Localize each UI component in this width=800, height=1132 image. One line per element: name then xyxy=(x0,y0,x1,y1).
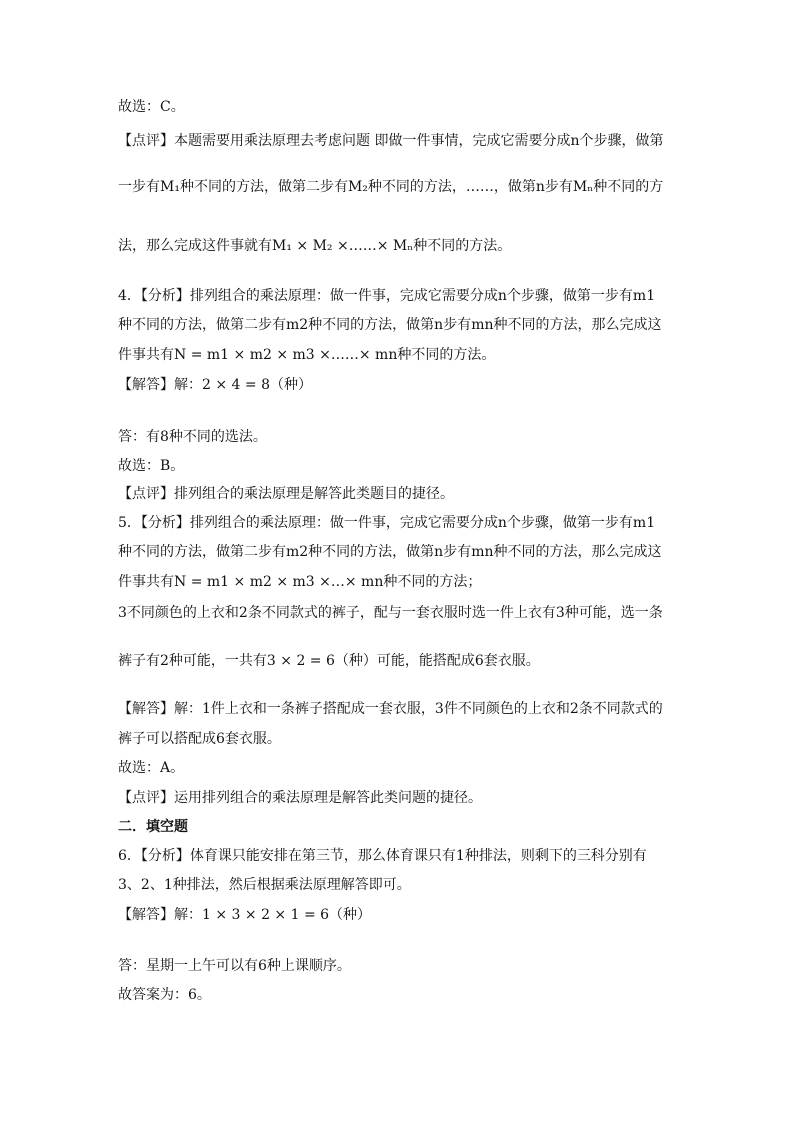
section-heading: 二．填空题 xyxy=(118,819,188,835)
text-line: 答：星期一上午可以有6种上课顺序。 xyxy=(118,958,351,974)
text-line: 答：有8种不同的选法。 xyxy=(118,429,267,445)
text-line: 件事共有N = m1 × m2 × m3 ×…× mn种不同的方法； xyxy=(118,574,482,590)
text-line: 【解答】解：1 × 3 × 2 × 1 = 6（种） xyxy=(118,907,372,923)
text-line: 故选：C。 xyxy=(118,99,185,115)
text-line: 【点评】运用排列组合的乘法原理是解答此类问题的捷径。 xyxy=(118,790,482,806)
text-line: 3不同颜色的上衣和2条不同款式的裤子，配与一套衣服时选一件上衣有3种可能，选一条 xyxy=(118,605,663,621)
text-line: 3、2、1种排法，然后根据乘法原理解答即可。 xyxy=(118,877,411,893)
text-line: 裤子可以搭配成6套衣服。 xyxy=(118,731,281,747)
text-line: 故选：B。 xyxy=(118,458,185,474)
text-line: 故答案为：6。 xyxy=(118,987,211,1003)
text-line: 种不同的方法，做第二步有m2种不同的方法，做第n步有mn种不同的方法，那么完成这 xyxy=(118,317,662,333)
text-line: 5．【分析】排列组合的乘法原理：做一件事，完成它需要分成n个步骤，做第一步有m1 xyxy=(118,515,656,531)
text-line: 裤子有2种可能，一共有3 × 2 = 6（种）可能，能搭配成6套衣服。 xyxy=(118,653,540,669)
text-line: 【点评】排列组合的乘法原理是解答此类题目的捷径。 xyxy=(118,486,454,502)
text-line: 件事共有N = m1 × m2 × m3 ×……× mn种不同的方法。 xyxy=(118,347,496,363)
text-line: 种不同的方法，做第二步有m2种不同的方法，做第n步有mn种不同的方法，那么完成这 xyxy=(118,544,662,560)
text-line: 【解答】解：2 × 4 = 8（种） xyxy=(118,377,312,393)
text-line: 法，那么完成这件事就有M₁ × M₂ ×……× Mₙ种不同的方法。 xyxy=(118,238,512,254)
text-line: 一步有M₁种不同的方法，做第二步有M₂种不同的方法，……，做第n步有Mₙ种不同的方 xyxy=(118,179,664,195)
text-line: 4．【分析】排列组合的乘法原理：做一件事，完成它需要分成n个步骤，做第一步有m1 xyxy=(118,288,656,304)
text-line: 【点评】本题需要用乘法原理去考虑问题 即做一件事情，完成它需要分成n个步骤，做第 xyxy=(118,133,664,149)
text-line: 6．【分析】体育课只能安排在第三节，那么体育课只有1种排法，则剩下的三科分别有 xyxy=(118,848,647,864)
text-line: 【解答】解：1件上衣和一条裤子搭配成一套衣服，3件不同颜色的上衣和2条不同款式的 xyxy=(118,701,663,717)
text-line: 故选：A。 xyxy=(118,760,185,776)
